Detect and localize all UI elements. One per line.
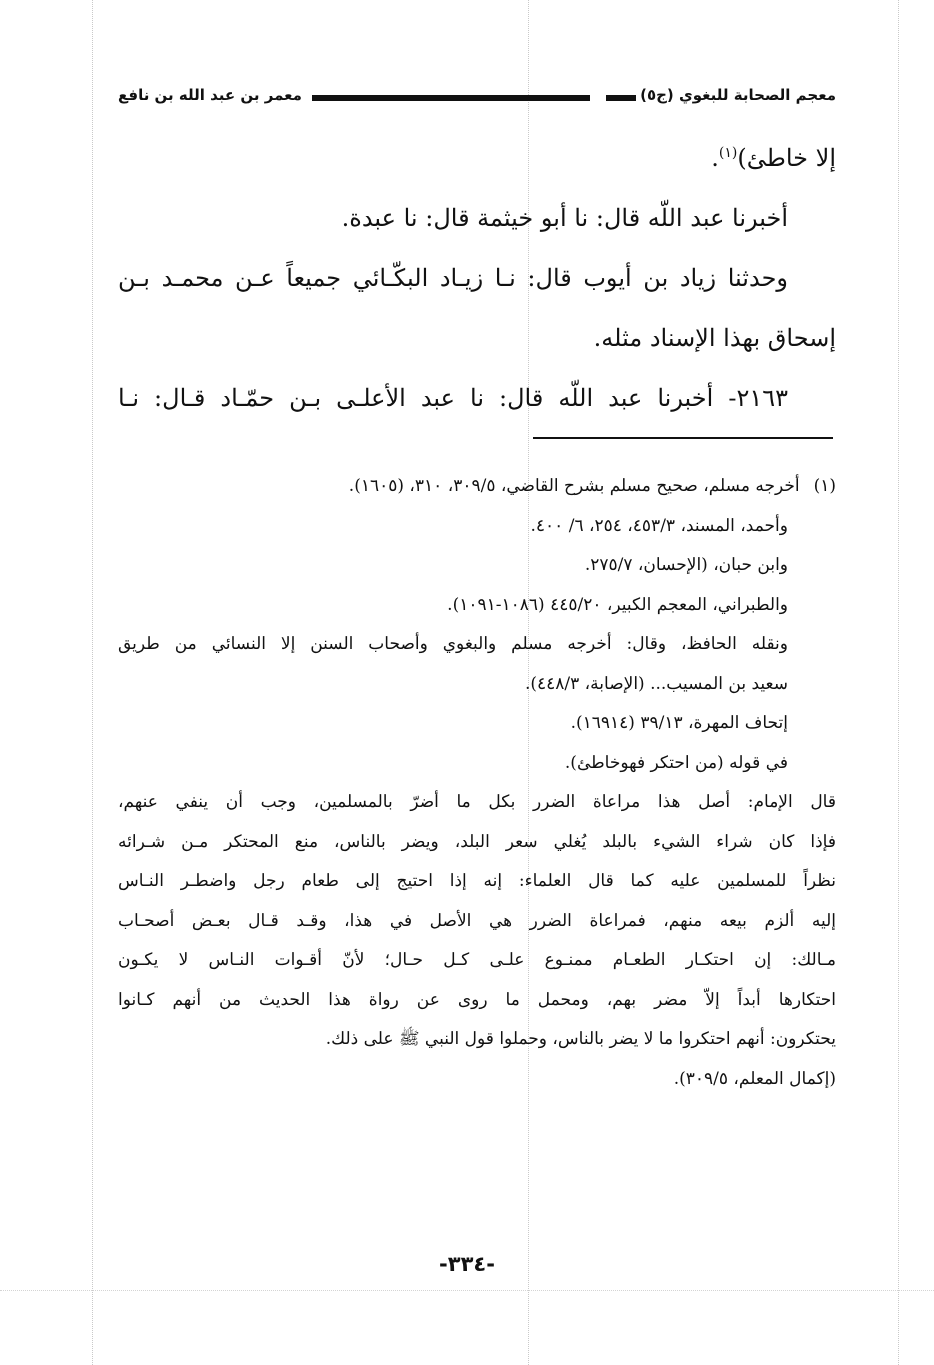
main-text-line: وحدثنا زياد بن أيوب قال: نـا زيـاد البكّـائي جميعاً عـن محمـد بـن <box>118 264 788 292</box>
footnote-line: (إكمال المعلم، ٣٠٩/٥). <box>673 1068 836 1089</box>
footnote-number: (١) <box>813 476 836 496</box>
scan-guide-line <box>0 1290 934 1291</box>
main-text-line: إسحاق بهذا الإسناد مثله. <box>593 324 836 352</box>
footnote-line: ونقله الحافظ، وقال: أخرجه مسلم والبغوي وأصحاب السنن إلا النسائي من طريق <box>118 634 788 654</box>
footnote-line: إتحاف المهرة، ٣٩/١٣ (١٦٩١٤). <box>570 713 788 733</box>
main-text <box>118 128 836 428</box>
footnote-line: في قوله (من احتكر فهوخاطئ). <box>564 752 788 773</box>
footnotes <box>118 467 836 1099</box>
main-text-line: ٢١٦٣- أخبرنا عبد اللّه قال: نا عبد الأعلـى بـن حمّـاد قـال: نـا <box>118 384 788 412</box>
footnote-line: قال الإمام: أصل هذا مراعاة الضرر بكل ما أضرّ بالمسلمين، وجب أن ينفي عنهم، <box>118 792 836 812</box>
header-book-title: معجم الصحابة للبغوي (ج٥) <box>640 86 836 104</box>
footnote-line: (١)أخرجه مسلم، صحيح مسلم بشرح القاضي، ٣٠٩/٥، ٣١٠، (١٦٠٥). <box>118 467 836 507</box>
running-header <box>118 82 836 108</box>
footnote-line: وأحمد، المسند، ٤٥٣/٣، ٢٥٤، ٦/ ٤٠٠. <box>530 515 788 536</box>
scan-guide-line <box>92 0 93 1365</box>
main-text-line: إلا خاطئ)$^{(١)}$. <box>711 144 836 172</box>
footnote-line: والطبراني، المعجم الكبير، ٤٤٥/٢٠ (١٠٨٦-١٠٩١). <box>447 594 788 615</box>
footnote-line: نظراً للمسلمين عليه كما قال العلماء: إنه إذا احتيج إلى طعام رجل واضطـر النـاس <box>118 871 836 891</box>
header-entry-title: معمر بن عبد الله بن نافع <box>118 86 302 104</box>
scan-guide-line <box>898 0 899 1365</box>
footnote-line: إليه ألزم بيعه منهم، فمراعاة الضرر هي الأصل في هذا، وقـد قـال بعـض أصحـاب <box>118 910 836 931</box>
header-rule <box>606 95 636 101</box>
page-number: -٣٣٤- <box>439 1252 495 1276</box>
footnote-separator <box>533 437 833 439</box>
footnote-line: مـالك: إن احتكـار الطعـام ممنـوع علـى كـل حـال؛ لأنّ أقـوات النـاس لا يكـون <box>118 950 836 970</box>
footnote-reference: (١) <box>718 145 738 161</box>
footnote-line: احتكارها أبداً إلاّ مضر بهم، ومحمل ما روى عن رواة هذا الحديث من أنهم كـانوا <box>118 989 836 1010</box>
footnote-line: يحتكرون: أنهم احتكروا ما لا يضر بالناس، وحملوا قول النبي ﷺ على ذلك. <box>325 1029 836 1049</box>
footnote-line: وابن حبان، (الإحسان، ٢٧٥/٧. <box>584 555 788 575</box>
footnote-line: فإذا كان شراء الشيء بالبلد يُغلي سعر البلد، ويضر بالناس، منع المحتكر مـن شـرائه <box>118 831 836 852</box>
footnote-line: سعيد بن المسيب... (الإصابة، ٤٤٨/٣). <box>524 673 788 694</box>
main-text-line: أخبرنا عبد اللّه قال: نا أبو خيثمة قال: نا عبدة. <box>341 204 788 232</box>
header-rule <box>312 95 590 101</box>
